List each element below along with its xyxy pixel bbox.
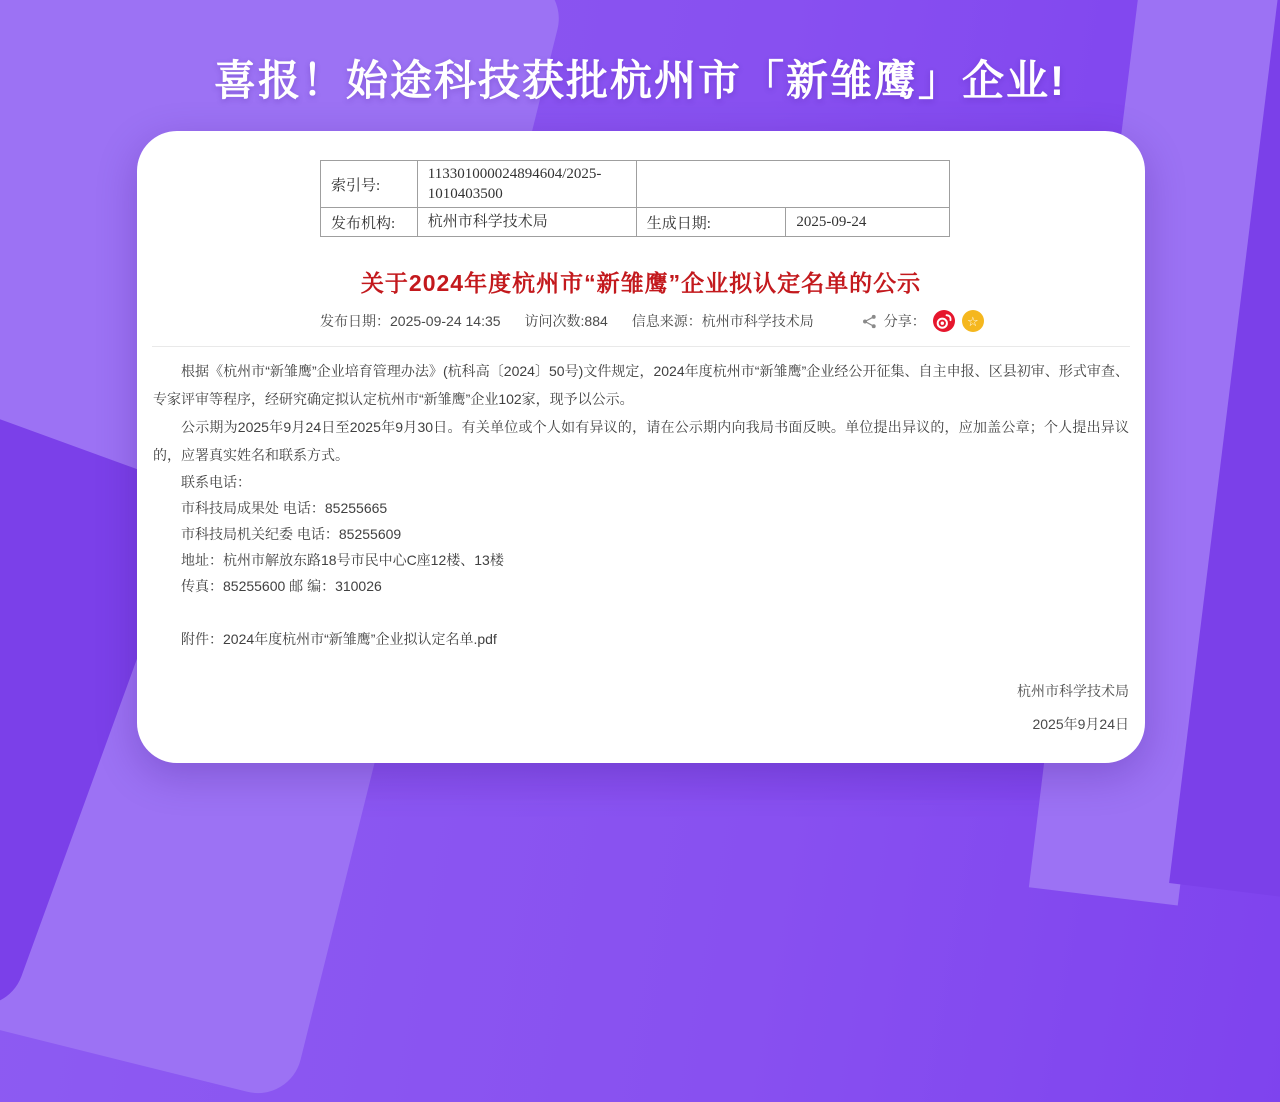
banner-title: 喜报！始途科技获批杭州市「新雏鹰」企业!: [214, 57, 1066, 104]
notice-card: [137, 131, 1145, 763]
empty-cell: [636, 161, 949, 208]
meta-row: [320, 310, 1145, 332]
signature-block: [153, 675, 1129, 741]
signature-org: 杭州市科学技术局: [1017, 683, 1129, 699]
contact-discipline-committee: 市科技局机关纪委 电话：85255609: [181, 526, 402, 542]
notice-body: [153, 357, 1129, 741]
generated-date-value: 2025-09-24: [786, 208, 950, 237]
body-paragraph-1: 根据《杭州市“新雏鹰”企业培育管理办法》(杭科高〔2024〕50号)文件规定，2024年度杭州市“新雏鹰”企业经公开征集、自主申报、区县初审、形式审查、专家评审等程序，经研究确定拟认定杭州市“新雏鹰”企业102家，现予以公示。: [153, 363, 1129, 407]
notice-title: 关于2024年度杭州市“新雏鹰”企业拟认定名单的公示: [360, 270, 922, 296]
table-row: [321, 161, 950, 208]
signature-date: 2025年9月24日: [1032, 716, 1129, 732]
share-label: 分享：: [883, 313, 926, 329]
info-source: 信息来源：杭州市科学技术局: [631, 313, 814, 329]
issuing-agency-label: 发布机构:: [321, 208, 418, 237]
contact-phone-heading: 联系电话：: [181, 474, 251, 490]
qzone-share-icon[interactable]: ☆: [962, 310, 984, 332]
generated-date-label: 生成日期:: [636, 208, 786, 237]
attachment-pdf-link[interactable]: 附件：2024年度杭州市“新雏鹰”企业拟认定名单.pdf: [181, 631, 497, 647]
document-info-table: [320, 160, 950, 237]
contact-achievement-office: 市科技局成果处 电话：85255665: [181, 500, 388, 516]
visit-count: 访问次数:884: [524, 313, 608, 329]
index-number-value: 113301000024894604/2025-1010403500: [417, 161, 636, 208]
index-number-label: 索引号:: [321, 161, 418, 208]
weibo-share-icon[interactable]: [933, 310, 955, 332]
publish-date: 发布日期：2025-09-24 14:35: [320, 313, 501, 329]
content-divider: [152, 346, 1130, 347]
table-row: [321, 208, 950, 237]
contact-fax-zip: 传真：85255600 邮 编：310026: [181, 578, 382, 594]
share-group: [862, 310, 984, 332]
share-icon: [862, 314, 877, 329]
body-paragraph-2: 公示期为2025年9月24日至2025年9月30日。有关单位或个人如有异议的，请在公示期内向我局书面反映。单位提出异议的，应加盖公章；个人提出异议的，应署真实姓名和联系方式。: [153, 419, 1129, 463]
contact-address: 地址：杭州市解放东路18号市民中心C座12楼、13楼: [181, 552, 504, 568]
issuing-agency-value: 杭州市科学技术局: [417, 208, 636, 237]
